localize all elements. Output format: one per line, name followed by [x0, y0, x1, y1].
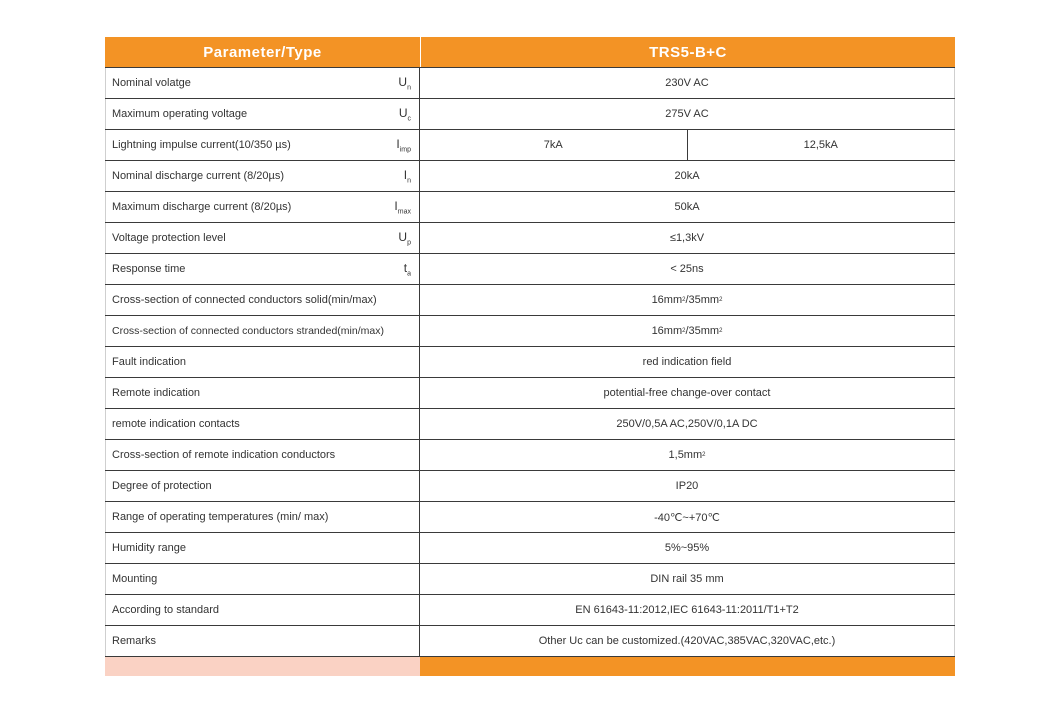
table-row — [105, 533, 955, 564]
row-label: remote indication contacts — [112, 418, 240, 430]
row-value: 50kA — [420, 192, 955, 222]
row-symbol: $I_{max}$ — [394, 198, 411, 216]
row-label: Lightning impulse current(10/350 µs) — [112, 139, 291, 151]
table-row — [105, 223, 955, 254]
spec-table — [105, 37, 955, 676]
row-value: ≤1,3kV — [420, 223, 955, 253]
table-row — [105, 502, 955, 533]
footer-left-band — [105, 657, 420, 676]
row-label: Nominal volatge — [112, 77, 191, 89]
table-row — [105, 440, 955, 471]
row-label: Nominal discharge current (8/20µs) — [112, 170, 285, 182]
row-label: Cross-section of remote indication conductors — [112, 449, 336, 461]
table-row — [105, 285, 955, 316]
row-value: -40℃~+70℃ — [420, 502, 955, 532]
table-row — [105, 254, 955, 285]
table-row — [105, 192, 955, 223]
row-label: Cross-section of connected conductors solid(min/max) — [112, 294, 377, 306]
table-row — [105, 471, 955, 502]
row-label: Degree of protection — [112, 480, 212, 492]
row-value: 5%~95% — [420, 533, 955, 563]
table-row — [105, 316, 955, 347]
table-header — [105, 37, 955, 67]
row-symbol: $I_n$ — [403, 167, 411, 185]
row-value: 250V/0,5A AC,250V/0,1A DC — [420, 409, 955, 439]
row-label: Mounting — [112, 573, 158, 585]
row-label: Cross-section of connected conductors stranded(min/max) — [112, 325, 384, 337]
row-value-a: 7kA — [420, 130, 688, 160]
row-value: DIN rail 35 mm — [420, 564, 955, 594]
row-value: IP20 — [420, 471, 955, 501]
table-row — [105, 347, 955, 378]
row-label: Maximum operating voltage — [112, 108, 248, 120]
table-row — [105, 99, 955, 130]
row-label: Fault indication — [112, 356, 186, 368]
row-label: Voltage protection level — [112, 232, 226, 244]
row-value: Other Uc can be customized.(420VAC,385VAC,320VAC,etc.) — [420, 626, 955, 656]
table-row — [105, 161, 955, 192]
row-label: Maximum discharge current (8/20µs) — [112, 201, 292, 213]
table-row — [105, 130, 955, 161]
row-value: EN 61643-11:2012,IEC 61643-11:2011/T1+T2 — [420, 595, 955, 625]
table-row — [105, 67, 955, 99]
row-label: Humidity range — [112, 542, 186, 554]
row-value: 230V AC — [420, 68, 955, 98]
table-row — [105, 409, 955, 440]
row-value: 275V AC — [420, 99, 955, 129]
row-symbol: $t_a$ — [403, 260, 411, 278]
footer-right-band — [420, 657, 955, 676]
row-value: 16mm 2 /35mm 2 — [420, 285, 955, 315]
row-value: 20kA — [420, 161, 955, 191]
row-label: Remarks — [112, 635, 157, 647]
row-value: potential-free change-over contact — [420, 378, 955, 408]
header-parameter-type: Parameter/Type — [105, 37, 421, 67]
row-value: red indication field — [420, 347, 955, 377]
row-symbol: $U_c$ — [398, 105, 411, 123]
header-model: TRS5-B+C — [421, 37, 955, 67]
table-footer — [105, 657, 955, 676]
table-row — [105, 564, 955, 595]
row-value: 1,5mm 2 — [420, 440, 955, 470]
row-label: According to standard — [112, 604, 220, 616]
table-row — [105, 626, 955, 657]
row-label: Response time — [112, 263, 186, 275]
row-symbol: $I_{imp}$ — [396, 136, 411, 154]
row-value-split — [420, 130, 955, 160]
row-symbol: $U_p$ — [398, 229, 411, 247]
row-value: < 25ns — [420, 254, 955, 284]
row-label: Remote indication — [112, 387, 201, 399]
table-row — [105, 595, 955, 626]
row-value: 16mm 2 /35mm 2 — [420, 316, 955, 346]
row-symbol: $U_n$ — [398, 74, 411, 92]
row-value-b: 12,5kA — [803, 139, 838, 151]
table-row — [105, 378, 955, 409]
row-label: Range of operating temperatures (min/ max) — [112, 511, 329, 523]
